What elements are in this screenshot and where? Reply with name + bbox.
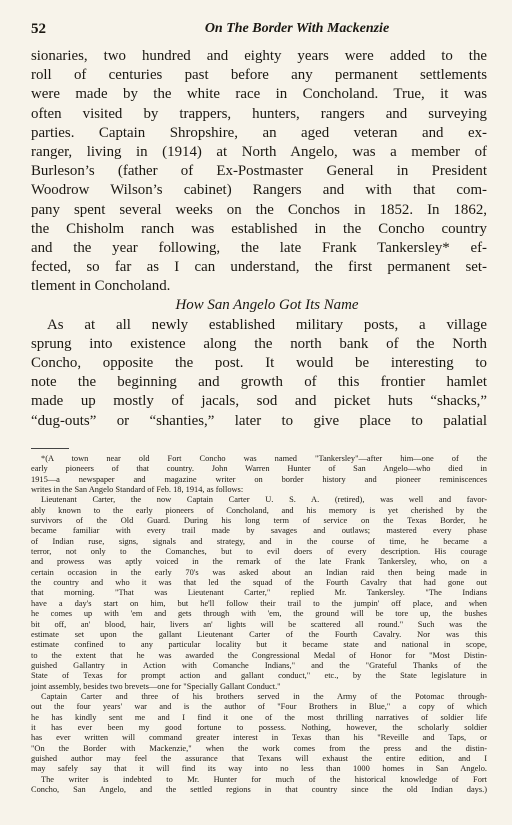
body-line: sionaries, two hundred and eighty years were added to the — [31, 48, 487, 64]
footnote-line: ably known to the early pioneers of Concholand, and his memory is yet cherished by the — [31, 505, 487, 515]
footnote-line: of Indian ruse, signs, signals and strategy, and in the course of time, he became a — [31, 536, 487, 546]
section-line: As at all newly established military posts, a village — [47, 316, 487, 333]
body-line: Burleson’s (father of Ex-Postmaster General in President — [31, 163, 487, 180]
footnote-line: The writer is indebted to Mr. Hunter for much of the historical knowledge of Fort — [41, 774, 487, 784]
body-line: Woodrow Wilson’s cabinet) Rangers and with that com- — [31, 182, 487, 199]
footnotes — [31, 454, 487, 795]
footnote-line: may safely say that it will find its way into no less than 1000 homes in San Angelo. — [31, 764, 487, 774]
footnote-line: 1915—a newspaper and magazine writer on border history and pioneer reminiscences — [31, 474, 487, 484]
footnote-line: estimate confined to any particular locality but it became state and national in scope, — [31, 640, 487, 650]
page-header — [31, 19, 485, 39]
footnote-line: out the four years' war and is the author of "Four Brothers in Blue," a copy of which — [31, 702, 487, 712]
footnote-line: bit off, an' blood, hair, livers an' lights will be scattered all round." Such was the — [31, 619, 487, 629]
section-line: sprung into existence along the north bank of the North — [31, 335, 487, 352]
footnote-line: to the extent that he was awarded the Congressional Medal of Honor for "Most Distin- — [31, 650, 487, 660]
body-line: were made by the white race in Concholand. True, it was — [31, 86, 487, 103]
page-number: 52 — [31, 21, 46, 37]
footnote-line: and prowess was aptly voiced in the remark of the late Frank Tankersley, who, on a — [31, 557, 487, 567]
footnote-line: estimate set upon the gallant Lieutenant Carter of the Fourth Cavalry. Nor was this — [31, 629, 487, 639]
body-line: fected, so far as I can understand, the first permanent set- — [31, 259, 487, 276]
footnote-line: Captain Carter and three of his brothers served in the Army of the Potomac through- — [41, 691, 487, 701]
footnote-line: it has ever been my good fortune to possess. Nothing, however, the scholarly soldier — [31, 722, 487, 732]
footnote-line: that morning. "That was Lieutenant Carter," replied Mr. Tankersley. "The Indians — [31, 588, 487, 598]
body-line: roll of centuries past before any permanent settlements — [31, 67, 487, 84]
footnote-line: guished Gallantry in Action with Comanche Indians," and the "Grateful Thanks of the — [31, 660, 487, 670]
footnote-line: terror, not only to the Comanches, but to evil doers of every description. His courage — [31, 547, 487, 557]
body-line: the Chisholm ranch was established in the Concho country — [31, 220, 487, 237]
running-title: On The Border With Mackenzie — [204, 21, 390, 36]
footnote-line: became familiar with every trail made by savages and outlaws; mastered every phase — [31, 526, 487, 536]
footnote-line: has ever written will command greater interest in Texas than his "Reveille and Taps, or — [31, 733, 487, 743]
body-line: parties. Captain Shropshire, an aged veteran and ex- — [31, 124, 487, 141]
body-text — [31, 47, 487, 431]
body-line: tlement in Concholand. — [31, 278, 171, 295]
footnote-line: certain occasion in the early 70's was asked about an Indian raid then being made in — [31, 567, 487, 577]
footnote-line: "On the Border with Mackenzie," when the work comes from the press and the distin- — [31, 743, 487, 753]
body-line: pany spent several weeks on the Conchos in 1852. In 1862, — [31, 201, 487, 218]
section-line: note the beginning and growth of this frontier hamlet — [31, 374, 487, 391]
footnote-line: writes in the San Angelo Standard of Feb. 18, 1914, as follows: — [31, 485, 244, 495]
footnote-line: he has kindly sent me and I find it one of the most thrilling narratives of soldier life — [31, 712, 487, 722]
section-line: made up mostly of jacals, sod and picket huts “shacks,” — [31, 393, 487, 410]
section-heading: How San Angelo Got Its Name — [175, 297, 359, 314]
section-line: Concho, opposite the post. It would be interesting to — [31, 355, 487, 371]
footnote-line: have a day's start on him, but he'll follow their trail to the jumpin' off place, and when — [31, 598, 487, 608]
body-line: often visited by trappers, hunters, rangers and surveying — [31, 105, 487, 122]
footnote-line: he comes up with 'em and gets through with 'em, the ground will be tore up, the bushes — [31, 609, 487, 619]
footnote-rule — [31, 448, 69, 449]
footnote-line: survivors of the Old Guard. During his long term of service on the Texas Border, he — [31, 516, 487, 526]
body-line: ranger, living in (1914) at North Angelo, was a member of — [31, 143, 487, 160]
footnote-line: *(A town near old Fort Concho was named "Tankersley"—after him—one of the — [41, 454, 487, 463]
footnote-line: the country and who it was that led the squad of the Fourth Cavalry that had gone out — [31, 578, 487, 588]
footnote-line: guished author may feel the assurance that Texans will exhaust the entire edition, and I — [31, 753, 487, 763]
section-line: “dug-outs” or “shanties,” later to give place to palatial — [31, 412, 487, 429]
footnote-line: Concho, San Angelo, and the settled regions in that country since the old Indian days.) — [31, 785, 487, 794]
footnote-line: joint assembly, besides two brevets—one for "Specially Gallant Conduct." — [31, 681, 281, 691]
footnote-line: State of Texas for prompt action and gallant conduct," etc., by the State legislature in — [31, 671, 487, 681]
body-line: and the year following, the late Frank Tankersley* ef- — [31, 239, 487, 256]
footnote-line: Lieutenant Carter, the now Captain Carter U. S. A. (retired), was well and favor- — [41, 495, 487, 505]
footnote-line: early pioneers of that country. John Warren Hunter of San Angelo—who died in — [31, 464, 487, 474]
